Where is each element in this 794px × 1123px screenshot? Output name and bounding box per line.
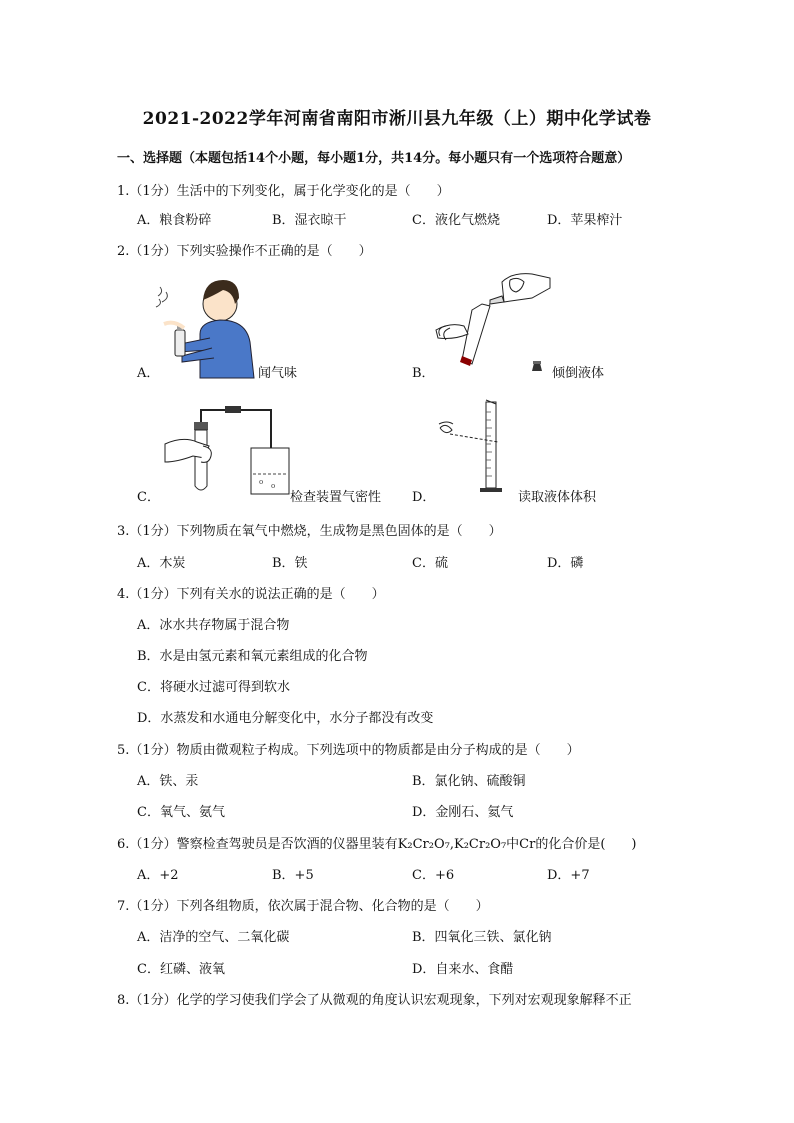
q7-option-d: D．自来水、食醋 xyxy=(412,962,514,977)
q3-option-b: B．铁 xyxy=(272,556,308,571)
q1-option-a: A．粮食粉碎 xyxy=(137,213,212,228)
q2-option-c-letter: C． xyxy=(137,490,160,505)
q2-option-d-letter: D． xyxy=(412,490,436,505)
q1-option-b: B．湿衣晾干 xyxy=(272,213,347,228)
reading-cylinder-figure xyxy=(436,398,520,496)
q6-comma: , xyxy=(449,837,454,852)
q4-option-b: B．水是由氢元素和氧元素组成的化合物 xyxy=(137,649,368,664)
q4-option-a: A．冰水共存物属于混合物 xyxy=(137,618,290,633)
q6-stem-suffix: 中Cr的化合价是( ) xyxy=(506,837,637,852)
question-4-stem: 4.（1分）下列有关水的说法正确的是（ ） xyxy=(117,587,385,602)
q5-option-c: C．氧气、氨气 xyxy=(137,805,225,820)
question-7-stem: 7.（1分）下列各组物质，依次属于混合物、化合物的是（ ） xyxy=(117,899,489,914)
svg-text:o: o xyxy=(259,478,264,486)
q3-option-d: D．磷 xyxy=(547,556,584,571)
q5-option-b: B．氯化钠、硫酸铜 xyxy=(412,774,526,789)
stopper-icon xyxy=(530,360,544,372)
q4-option-d: D．水蒸发和水通电分解变化中，水分子都没有改变 xyxy=(137,711,434,726)
q6-option-c: C．+6 xyxy=(412,868,455,883)
q2-option-a-letter: A． xyxy=(137,366,160,381)
q4-option-c: C．将硬水过滤可得到软水 xyxy=(137,680,290,695)
q6-formula-1: K₂Cr₂O₇ xyxy=(397,837,450,852)
q6-option-d: D．+7 xyxy=(547,868,590,883)
q6-formula-2: K₂Cr₂O₇ xyxy=(454,837,507,852)
q7-option-a: A．洁净的空气、二氧化碳 xyxy=(137,930,290,945)
q2-option-b-letter: B． xyxy=(412,366,435,381)
q1-option-c: C．液化气燃烧 xyxy=(412,213,500,228)
page-title: 2021-2022学年河南省南阳市淅川县九年级（上）期中化学试卷 xyxy=(142,109,652,129)
q7-option-c: C．红磷、液氧 xyxy=(137,962,225,977)
q5-option-a: A．铁、汞 xyxy=(137,774,199,789)
q2-option-d-caption: 读取液体体积 xyxy=(518,490,597,505)
section-heading: 一、选择题（本题包括14个小题，每小题1分，共14分。每小题只有一个选项符合题意） xyxy=(117,151,631,166)
q2-option-c-caption: 检查装置气密性 xyxy=(290,490,382,505)
question-5-stem: 5.（1分）物质由微观粒子构成。下列选项中的物质都是由分子构成的是（ ） xyxy=(117,743,580,758)
q3-option-c: C．硫 xyxy=(412,556,448,571)
q6-option-b: B．+5 xyxy=(272,868,314,883)
question-3-stem: 3.（1分）下列物质在氧气中燃烧，生成物是黑色固体的是（ ） xyxy=(117,524,502,539)
q2-option-b-caption: 倾倒液体 xyxy=(552,366,605,381)
q2-option-a-caption: 闻气味 xyxy=(258,366,298,381)
question-8-stem: 8.（1分）化学的学习使我们学会了从微观的角度认识宏观现象，下列对宏观现象解释不正 xyxy=(117,993,632,1008)
pouring-liquid-figure xyxy=(432,270,558,370)
q6-option-a: A．+2 xyxy=(137,868,179,883)
q1-option-d: D．苹果榨汁 xyxy=(547,213,623,228)
q6-stem-prefix: 6.（1分）警察检查驾驶员是否饮酒的仪器里装有 xyxy=(117,837,398,852)
q7-option-b: B．四氧化三铁、氯化钠 xyxy=(412,930,552,945)
question-1-stem: 1.（1分）生活中的下列变化，属于化学变化的是（ ） xyxy=(117,184,450,199)
q3-option-a: A．木炭 xyxy=(137,556,186,571)
svg-text:o: o xyxy=(271,482,276,490)
airtightness-check-figure xyxy=(163,400,291,498)
smelling-gas-figure xyxy=(152,276,256,380)
question-6-stem xyxy=(117,833,636,852)
q5-option-d: D．金刚石、氦气 xyxy=(412,805,514,820)
question-2-stem: 2.（1分）下列实验操作不正确的是（ ） xyxy=(117,244,372,259)
